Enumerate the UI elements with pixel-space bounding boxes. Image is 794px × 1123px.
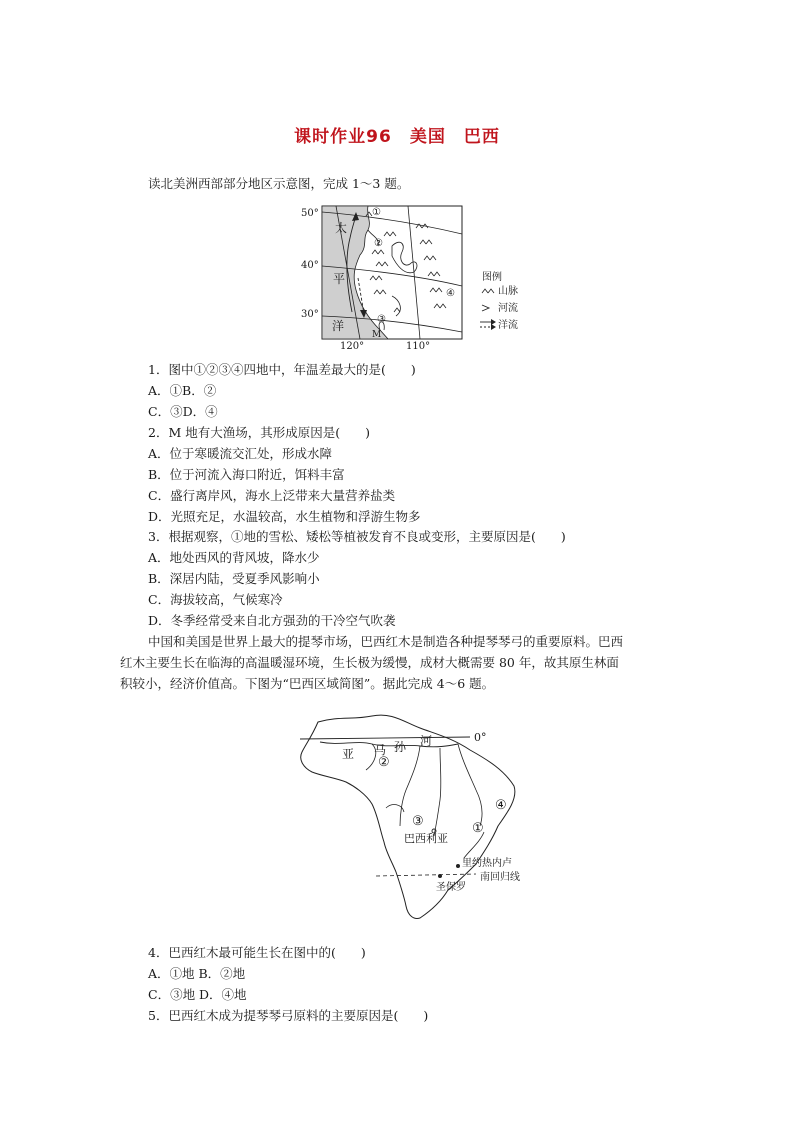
amazon-char-2: 马 (374, 743, 387, 757)
circle-label-4: ④ (446, 288, 455, 299)
legend-river: 河流 (498, 303, 518, 314)
circle-label-3: ③ (377, 314, 386, 325)
rio-point (456, 864, 460, 868)
question-line: 4．巴西红木最可能生长在图中的( ) (148, 945, 366, 960)
lon-label-110: 110° (406, 341, 431, 352)
option-line: C．③D．④ (148, 404, 218, 419)
ocean-char-3: 洋 (332, 319, 345, 333)
saopaulo-point (438, 874, 442, 878)
amazon-char-1: 亚 (342, 747, 355, 761)
point-m-label: M (372, 330, 382, 340)
legend-title: 图例 (482, 272, 502, 283)
lat-label-30: 30° (301, 309, 319, 320)
legend-current: 洋流 (498, 320, 518, 331)
brazil-map (0, 700, 794, 940)
option-line: A．地处西风的背风坡，降水少 (148, 550, 320, 565)
brazil-circle-2: ② (378, 755, 390, 770)
ocean-char-1: 太 (335, 221, 348, 235)
lon-label-120: 120° (340, 341, 365, 352)
amazon-char-3: 孙 (394, 740, 407, 754)
saopaulo-label: 圣保罗 (436, 882, 466, 893)
legend-mountain: 山脉 (498, 286, 518, 297)
option-line: C．盛行离岸风，海水上泛带来大量营养盐类 (148, 488, 396, 503)
lat-label-50: 50° (301, 208, 319, 219)
option-line: B．位于河流入海口附近，饵料丰富 (148, 467, 345, 482)
rio-label: 里约热内卢 (462, 858, 512, 869)
river-icon (482, 305, 489, 311)
option-line: A．位于寒暖流交汇处，形成水障 (148, 446, 333, 461)
tropic-label: 南回归线 (480, 872, 520, 883)
brasilia-label: 巴西利亚 (404, 832, 448, 845)
option-line: C．③地 D．④地 (148, 987, 247, 1002)
option-line: B．深居内陆，受夏季风影响小 (148, 571, 320, 586)
brazil-circle-1: ① (472, 821, 484, 836)
question-line: 3．根据观察，①地的雪松、矮松等植被发育不良或变形，主要原因是( ) (148, 529, 566, 544)
page-title: 课时作业96 美国 巴西 (294, 127, 500, 147)
equator-label: 0° (474, 731, 487, 744)
paragraph-line: 积较小，经济价值高。下图为“巴西区域简图”。据此完成 4～6 题。 (120, 676, 495, 691)
paragraph-line: 中国和美国是世界上最大的提琴市场，巴西红木是制造各种提琴琴弓的重要原料。巴西 (148, 634, 624, 649)
option-line: D．冬季经常受来自北方强劲的干冷空气吹袭 (148, 613, 396, 628)
brazil-circle-3: ③ (412, 814, 424, 829)
lat-label-40: 40° (301, 260, 319, 271)
intro-text-1: 读北美洲西部部分地区示意图，完成 1～3 题。 (148, 176, 410, 191)
option-line: C．海拔较高，气候寒冷 (148, 592, 283, 607)
mountain-icon (482, 289, 494, 293)
option-line: A．①地 B．②地 (148, 966, 246, 981)
amazon-char-4: 河 (420, 734, 433, 748)
question-line: 1．图中①②③④四地中，年温差最大的是( ) (148, 362, 416, 377)
option-line: A．①B．② (148, 383, 217, 398)
current-icon (480, 319, 496, 330)
circle-label-2: ② (374, 238, 383, 249)
paragraph-line: 红木主要生长在临海的高温暖湿环境，生长极为缓慢，成材大概需要 80 年，故其原生林面 (120, 655, 619, 670)
option-line: D．光照充足，水温较高，水生植物和浮游生物多 (148, 509, 421, 524)
question-line: 2．M 地有大渔场，其形成原因是( ) (148, 425, 370, 440)
circle-label-1: ① (372, 207, 381, 218)
question-line: 5．巴西红木成为提琴琴弓原料的主要原因是( ) (148, 1008, 429, 1023)
ocean-char-2: 平 (333, 272, 346, 286)
brazil-circle-4: ④ (495, 798, 507, 813)
